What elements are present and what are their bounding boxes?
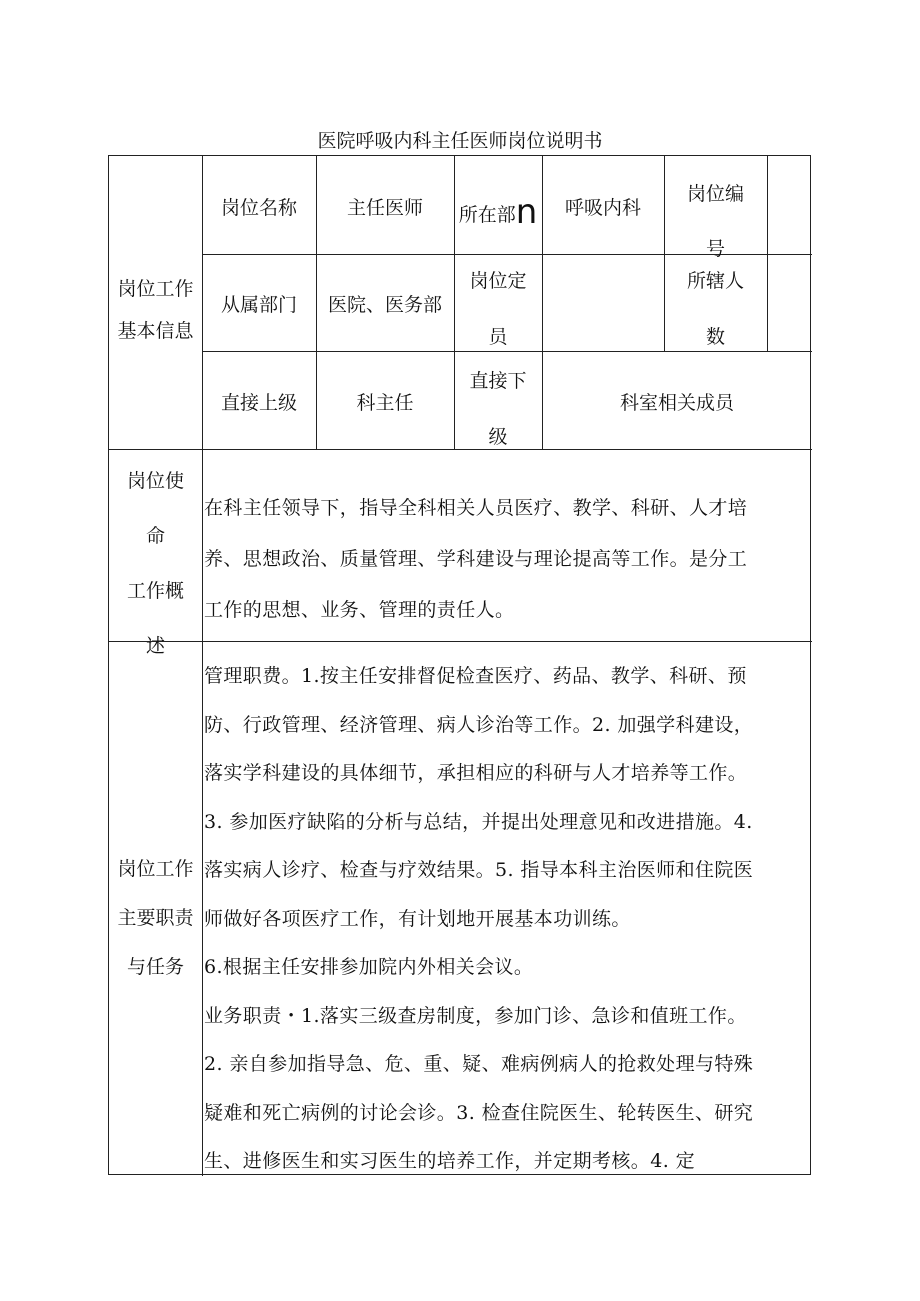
- subordinates-count-label-line: 数: [705, 326, 725, 348]
- staffing-label-line: 岗位定: [469, 270, 527, 292]
- mission-line: 工作的思想、业务、管理的责任人。: [204, 599, 515, 621]
- duties-label-line: 主要职责: [117, 907, 194, 929]
- mission-text: [204, 483, 810, 636]
- basic-info-label-line: 基本信息: [117, 320, 194, 342]
- duties-label-line: 与任务: [126, 956, 184, 978]
- duties-line: 业务职责・1.落实三级查房制度，参加门诊、急诊和值班工作。: [204, 1004, 747, 1027]
- direct-subordinate-value: 科室相关成员: [619, 392, 734, 414]
- department-label-tail: n: [515, 192, 538, 232]
- basic-info-label: [109, 268, 202, 352]
- duties-label: [109, 845, 202, 992]
- duties-line: 落实学科建设的具体细节，承担相应的科研与人才培养等工作。: [204, 762, 748, 784]
- duties-line: 疑难和死亡病例的讨论会诊。3. 检查住院医生、轮转医生、研究: [204, 1101, 754, 1124]
- duties-line: 6.根据主任安排参加院内外相关会议。: [204, 956, 534, 978]
- duties-label-line: 岗位工作: [117, 858, 194, 880]
- mission-label-line: 工作概: [126, 580, 184, 602]
- duties-text: [204, 652, 810, 1186]
- duties-line: 管理职费。1.按主任安排督促检查医疗、药品、教学、科研、预: [204, 665, 747, 687]
- row-divider: [109, 641, 812, 642]
- direct-superior-value: 科主任: [356, 392, 414, 414]
- duties-line: 生、进修医生和实习医生的培养工作，并定期考核。4. 定: [204, 1150, 695, 1172]
- mission-label-line: 命: [145, 525, 165, 547]
- direct-superior-label: 直接上级: [220, 392, 297, 414]
- mission-line: 养、思想政治、质量管理、学科建设与理论提高等工作。是分工: [204, 548, 748, 570]
- post-name-label: 岗位名称: [220, 197, 297, 219]
- duties-line: 防、行政管理、经济管理、病人诊治等工作。2. 加强学科建设，: [204, 713, 754, 736]
- staffing-label: [454, 253, 542, 365]
- post-number-label-line: 岗位编: [686, 183, 744, 205]
- mission-label-line: 述: [145, 635, 165, 657]
- duties-line: 师做好各项医疗工作，有计划地开展基本功训练。: [204, 907, 631, 930]
- affiliated-dept-label: 从属部门: [220, 294, 297, 316]
- department-label-text: 所在部: [458, 204, 516, 226]
- mission-label: [109, 454, 202, 674]
- duties-line: 2. 亲自参加指导急、危、重、疑、难病例病人的抢救处理与特殊: [204, 1053, 754, 1075]
- basic-info-label-line: 岗位工作: [117, 278, 194, 300]
- direct-subordinate-label-line: 级: [488, 426, 508, 448]
- column-divider: [767, 156, 768, 351]
- mission-line: 在科主任领导下，指导全科相关人员医疗、教学、科研、人才培: [204, 497, 748, 519]
- page-title: 医院呼吸内科主任医师岗位说明书: [317, 130, 603, 152]
- job-description-table: [108, 155, 811, 1175]
- direct-subordinate-label-line: 直接下: [469, 370, 527, 392]
- duties-line: 3. 参加医疗缺陷的分析与总结，并提出处理意见和改进措施。4.: [204, 810, 753, 833]
- direct-subordinate-label: [454, 353, 542, 465]
- department-label: [454, 184, 542, 243]
- department-value: 呼吸内科: [564, 197, 641, 219]
- subordinates-count-label: [664, 253, 767, 365]
- subordinates-count-label-line: 所辖人: [686, 270, 744, 292]
- affiliated-dept-value: 医院、医务部: [327, 294, 442, 316]
- post-number-label-line: 号: [705, 238, 725, 260]
- staffing-label-line: 员: [488, 326, 508, 348]
- duties-line: 落实病人诊疗、检查与疗效结果。5. 指导本科主治医师和住院医: [204, 859, 754, 881]
- mission-label-line: 岗位使: [126, 470, 184, 492]
- post-name-value: 主任医师: [346, 197, 423, 219]
